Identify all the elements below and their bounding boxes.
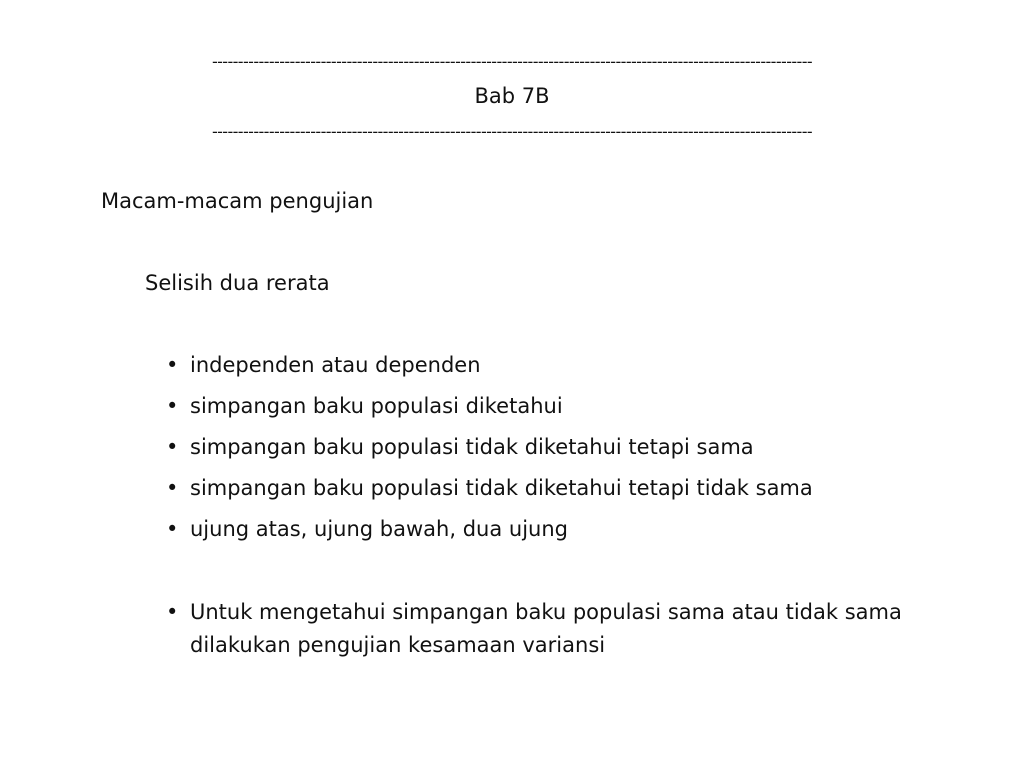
section-subheading: Selisih dua rerata: [145, 271, 330, 295]
bottom-divider: --------------------------------------------------------------------------------------------------------------------: [211, 122, 813, 141]
section-heading: Macam-macam pengujian: [101, 189, 374, 213]
top-divider: --------------------------------------------------------------------------------------------------------------------: [211, 52, 813, 71]
note-item: • Untuk mengetahui simpangan baku populasi sama atau tidak sama dilakukan pengujian kesamaan variansi: [163, 596, 983, 662]
bullet-item: • simpangan baku populasi tidak diketahui tetapi tidak sama: [163, 473, 983, 503]
bullet-item: • ujung atas, ujung bawah, dua ujung: [163, 514, 983, 544]
bullet-list: [163, 350, 983, 555]
slide-title: Bab 7B: [474, 84, 550, 108]
bullet-item: • simpangan baku populasi diketahui: [163, 391, 983, 421]
bullet-item: • independen atau dependen: [163, 350, 983, 380]
note-list: [163, 596, 983, 662]
bullet-item: • simpangan baku populasi tidak diketahui tetapi sama: [163, 432, 983, 462]
